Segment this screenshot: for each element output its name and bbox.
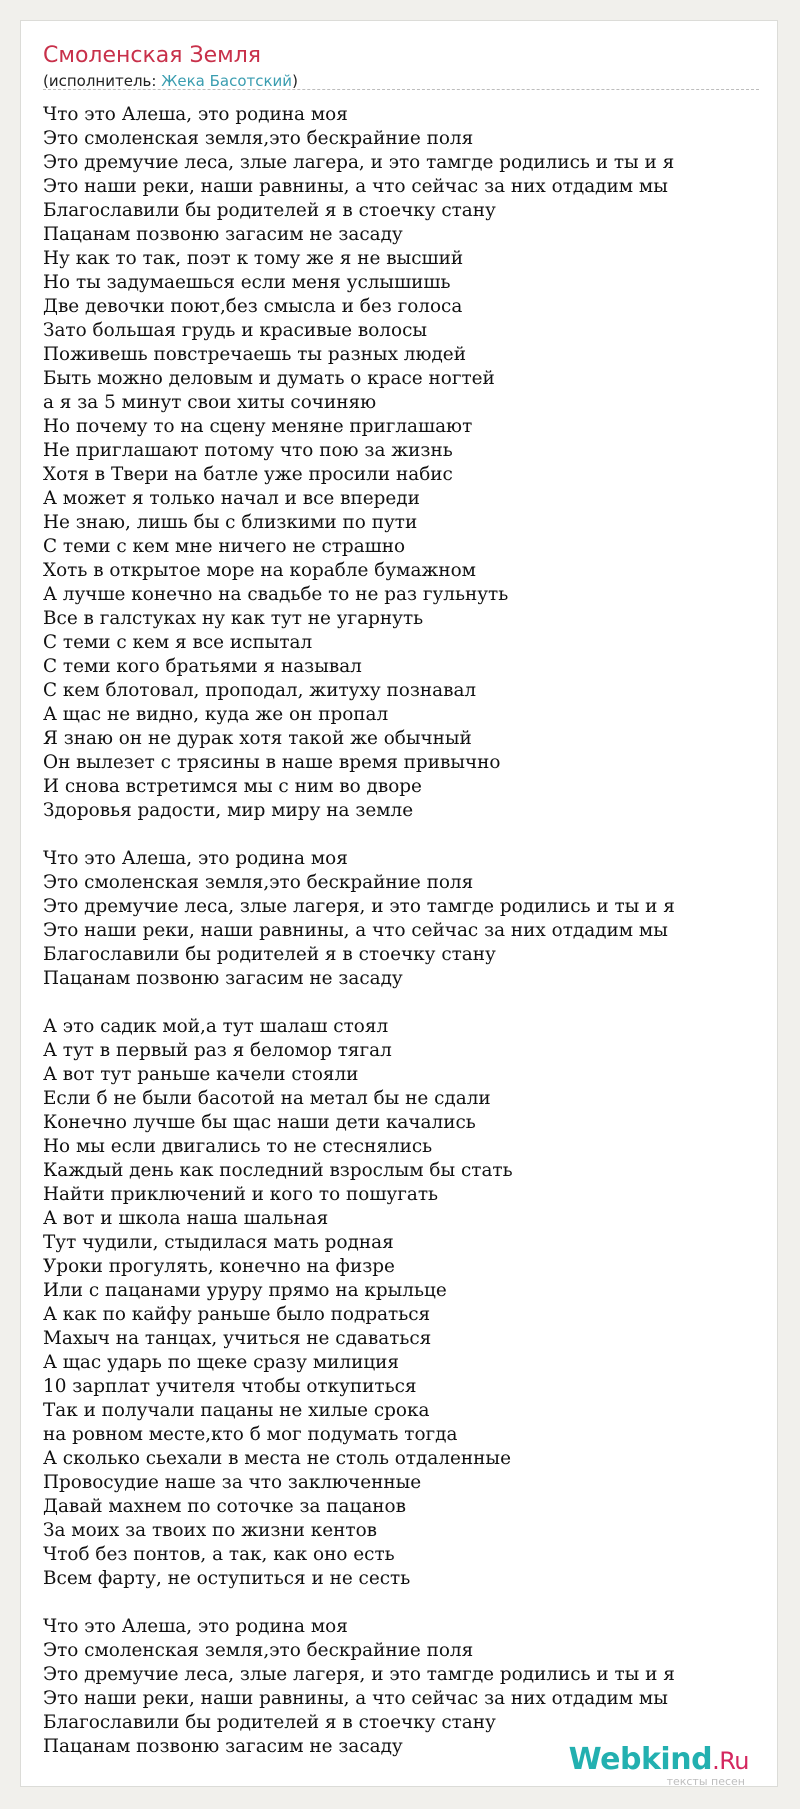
stanza-gap bbox=[43, 991, 763, 1015]
lyric-line: С теми с кем мне ничего не страшно bbox=[43, 536, 406, 557]
lyric-line: Но почему то на сцену меняне приглашают bbox=[43, 416, 473, 437]
lyric-line: Это дремучие леса, злые лагеря, и это тамгде родились и ты и я bbox=[43, 896, 675, 917]
lyric-line: Зато большая грудь и красивые волосы bbox=[43, 320, 428, 341]
song-title: Смоленская Земля bbox=[43, 43, 262, 68]
lyric-line: Это наши реки, наши равнины, а что сейчас за них отдадим мы bbox=[43, 1688, 668, 1709]
lyric-line: Так и получали пацаны не хилые срока bbox=[43, 1400, 430, 1421]
lyric-line: А тут в первый раз я беломор тягал bbox=[43, 1040, 392, 1061]
lyric-line: Не приглашают потому что пою за жизнь bbox=[43, 440, 453, 461]
lyric-line: Но ты задумаешься если меня услышишь bbox=[43, 272, 451, 293]
lyric-line: Что это Алеша, это родина моя bbox=[43, 104, 348, 125]
lyric-line: А может я только начал и все впереди bbox=[43, 488, 420, 509]
lyric-line: Ну как то так, поэт к тому же я не высший bbox=[43, 248, 464, 269]
lyric-line: а я за 5 минут свои хиты сочиняю bbox=[43, 392, 377, 413]
lyric-line: Это наши реки, наши равнины, а что сейчас за них отдадим мы bbox=[43, 920, 668, 941]
lyric-line: А лучше конечно на свадьбе то не раз гульнуть bbox=[43, 584, 509, 605]
lyric-line: А это садик мой,а тут шалаш стоял bbox=[43, 1016, 389, 1037]
lyric-line: Благославили бы родителей я в стоечку стану bbox=[43, 1712, 496, 1733]
lyric-line: Что это Алеша, это родина моя bbox=[43, 848, 348, 869]
lyric-line: Или с пацанами уруру прямо на крыльце bbox=[43, 1280, 447, 1301]
lyric-line: Конечно лучше бы щас наши дети качались bbox=[43, 1112, 476, 1133]
lyric-line: Если б не были басотой на метал бы не сдали bbox=[43, 1088, 491, 1109]
lyric-line: Пацанам позвоню загасим не засаду bbox=[43, 968, 403, 989]
lyric-line: Махыч на танцах, учиться не сдаваться bbox=[43, 1328, 432, 1349]
lyric-line: Тут чудили, стыдилася мать родная bbox=[43, 1232, 394, 1253]
lyric-line: Уроки прогулять, конечно на физре bbox=[43, 1256, 395, 1277]
lyric-line: Давай махнем по соточке за пацанов bbox=[43, 1496, 406, 1517]
lyric-line: Пацанам позвоню загасим не засаду bbox=[43, 1736, 403, 1757]
lyric-line: Это дремучие леса, злые лагера, и это тамгде родились и ты и я bbox=[43, 152, 675, 173]
lyric-line: Провосудие наше за что заключенные bbox=[43, 1472, 422, 1493]
performer-line bbox=[43, 71, 298, 91]
lyric-line: на ровном месте,кто б мог подумать тогда bbox=[43, 1424, 458, 1445]
lyric-line: А вот и школа наша шальная bbox=[43, 1208, 329, 1229]
lyric-line: Не знаю, лишь бы с близкими по пути bbox=[43, 512, 418, 533]
lyric-line: Хоть в открытое море на корабле бумажном bbox=[43, 560, 476, 581]
lyric-line: Что это Алеша, это родина моя bbox=[43, 1616, 348, 1637]
lyric-line: А щас не видно, куда же он пропал bbox=[43, 704, 389, 725]
lyric-line: Каждый день как последний взрослым бы стать bbox=[43, 1160, 513, 1181]
lyric-line: Здоровья радости, мир миру на земле bbox=[43, 800, 414, 821]
lyric-line: А сколько сьехали в места не столь отдаленные bbox=[43, 1448, 511, 1469]
logo-wordmark bbox=[569, 1743, 749, 1778]
lyric-line: И снова встретимся мы с ним во дворе bbox=[43, 776, 422, 797]
logo-main-text: Webkind bbox=[568, 1742, 713, 1777]
lyric-line: Это дремучие леса, злые лагеря, и это тамгде родились и ты и я bbox=[43, 1664, 675, 1685]
logo-suffix-text: .Ru bbox=[712, 1747, 749, 1775]
stanza-gap bbox=[43, 1591, 763, 1615]
lyric-line: Чтоб без понтов, а так, как оно есть bbox=[43, 1544, 395, 1565]
lyric-line: С теми кого братьями я называл bbox=[43, 656, 362, 677]
lyric-line: Благославили бы родителей я в стоечку стану bbox=[43, 944, 496, 965]
lyric-line: Он вылезет с трясины в наше время привычно bbox=[43, 752, 501, 773]
lyric-line: Это смоленская земля,это бескрайние поля bbox=[43, 872, 474, 893]
lyric-line: Я знаю он не дурак хотя такой же обычный bbox=[43, 728, 472, 749]
lyric-line: Две девочки поют,без смысла и без голоса bbox=[43, 296, 463, 317]
lyric-line: Все в галстуках ну как тут не угарнуть bbox=[43, 608, 424, 629]
lyric-line: С кем блотовал, проподал, житуху познавал bbox=[43, 680, 477, 701]
performer-link[interactable]: Жека Басотский bbox=[161, 72, 293, 90]
performer-prefix: (исполнитель: bbox=[43, 72, 162, 90]
lyric-line: Быть можно деловым и думать о красе ногтей bbox=[43, 368, 495, 389]
lyric-line: Всем фарту, не оступиться и не сесть bbox=[43, 1568, 411, 1589]
lyric-line: Найти приключений и кого то пошугать bbox=[43, 1184, 439, 1205]
lyric-line: Пацанам позвоню загасим не засаду bbox=[43, 224, 403, 245]
lyric-line: Но мы если двигались то не стеснялись bbox=[43, 1136, 433, 1157]
lyric-line: А как по кайфу раньше было подраться bbox=[43, 1304, 431, 1325]
lyric-line: А вот тут раньше качели стояли bbox=[43, 1064, 359, 1085]
lyric-line: Это смоленская земля,это бескрайние поля bbox=[43, 128, 474, 149]
lyric-line: 10 зарплат учителя чтобы откупиться bbox=[43, 1376, 417, 1397]
lyrics-card bbox=[20, 20, 778, 1787]
lyric-line: Это наши реки, наши равнины, а что сейчас за них отдадим мы bbox=[43, 176, 668, 197]
lyric-line: Поживешь повстречаешь ты разных людей bbox=[43, 344, 466, 365]
lyric-line: А щас ударь по щеке сразу милиция bbox=[43, 1352, 400, 1373]
lyric-line: Благославили бы родителей я в стоечку стану bbox=[43, 200, 496, 221]
lyric-line: Это смоленская земля,это бескрайние поля bbox=[43, 1640, 474, 1661]
lyric-line: За моих за твоих по жизни кентов bbox=[43, 1520, 378, 1541]
logo-tagline: тексты песен bbox=[666, 1775, 745, 1788]
site-logo[interactable] bbox=[559, 1743, 749, 1787]
stanza-gap bbox=[43, 823, 763, 847]
performer-suffix: ) bbox=[292, 72, 298, 90]
lyric-line: С теми с кем я все испытал bbox=[43, 632, 313, 653]
header-divider bbox=[43, 89, 759, 90]
lyric-line: Хотя в Твери на батле уже просили набис bbox=[43, 464, 453, 485]
lyrics-text bbox=[43, 103, 763, 1759]
